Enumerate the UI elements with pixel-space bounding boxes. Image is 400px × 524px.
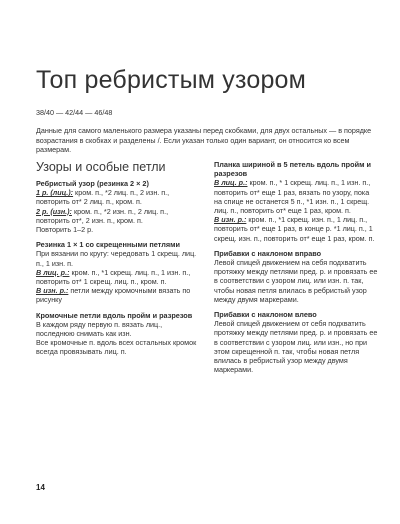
instruction-block: [214, 160, 379, 243]
instruction-block: [36, 179, 198, 234]
block-title: Прибавки с наклоном вправо: [214, 248, 322, 258]
row-text: петли между кромочными вязать по рисунку: [36, 286, 191, 305]
instruction-line: [36, 268, 198, 286]
page-number: 14: [36, 483, 45, 492]
row-text: Левой спицей движением на себя подхватить протяжку между петлями пред. р. и провязать ее в соответствии с узором лиц. или изн. п. так, чтобы новая петля влилась в ребристый узор между двумя маркерами.: [214, 258, 378, 304]
row-text: кром. п., *2 лиц. п., 2 изн. п., повторить от* 2 лиц. п., кром. п.: [36, 188, 170, 207]
block-title: Кромочные петли вдоль пройм и разрезов: [36, 310, 193, 320]
block-title: Планка шириной в 5 петель вдоль пройм и разрезов: [214, 160, 371, 179]
instruction-block: [214, 249, 379, 304]
right-column: [214, 160, 379, 380]
instruction-line: [36, 249, 198, 267]
row-label: В лиц. р.:: [36, 267, 70, 277]
instruction-line: [36, 188, 198, 206]
row-text: При вязании по кругу: чередовать 1 скрещ. лиц. п., 1 изн. п.: [36, 249, 197, 268]
row-text: кром. п., *2 изн. п., 2 лиц. п., повторить от*, 2 изн. п., кром. п.: [36, 206, 169, 225]
instruction-block: [214, 310, 379, 374]
block-title: Прибавки с наклоном влево: [214, 310, 317, 320]
instruction-block: [36, 311, 198, 357]
left-column: [36, 160, 198, 363]
block-title: Резинка 1 × 1 со скрещенными петлями: [36, 240, 181, 250]
row-text: Левой спицей движением от себя подхватить протяжку между петлями пред. р. и провязать ее в соответствии с узором лиц. или изн., но при этом скрещенной п. так, чтобы новая петля влилась в ребристый узор между двумя маркерами.: [214, 319, 378, 375]
block-title: Ребристый узор (резинка 2 × 2): [36, 179, 149, 188]
left-blocks: [36, 179, 198, 357]
row-text: Все кромочные п. вдоль всех остальных кромок всегда провязывать лиц. п.: [36, 338, 197, 357]
right-blocks: [214, 160, 379, 374]
size-range: 38/40 — 42/44 — 46/48: [36, 108, 113, 117]
instruction-line: [214, 258, 379, 304]
row-text: кром. п., *1 скрещ. лиц. п., 1 изн. п., повторить от* 1 скрещ. лиц. п., кром. п.: [36, 267, 191, 287]
instruction-line: [36, 207, 198, 225]
row-label: 1 р. (лиц.):: [36, 188, 74, 198]
instruction-line: [214, 178, 379, 215]
section-heading: Узоры и особые петли: [36, 160, 166, 174]
instruction-line: [36, 338, 198, 356]
row-label: В изн. р.:: [36, 286, 69, 296]
page-title: Топ ребристым узором: [36, 66, 307, 94]
instruction-line: [36, 286, 198, 304]
instruction-line: [214, 215, 379, 243]
instruction-line: [36, 320, 198, 338]
instruction-line: [36, 225, 198, 234]
row-label: 2 р. (изн.):: [36, 206, 72, 216]
row-text: кром. п., *1 скрещ. изн. п., 1 лиц. п., повторить от* еще 1 раз, в конце р. *1 лиц. п., 1 скрещ. изн. п., повторить от* еще 1 раз, кром. п.: [214, 215, 375, 243]
instruction-line: [214, 319, 379, 374]
row-text: Повторить 1–2 р.: [36, 225, 94, 235]
row-text: кром. п., * 1 скрещ. лиц. п., 1 изн. п., повторить от* еще 1 раз, вязать по узору, пока на спице не останется 5 п., *1 изн. п., 1 скрещ. лиц. п., повторить от* еще 1 раз, кром. п.: [214, 178, 371, 216]
row-text: В каждом ряду первую п. вязать лиц., последнюю снимать как изн.: [36, 319, 163, 339]
row-label: В изн. р.:: [214, 215, 247, 225]
instruction-block: [36, 240, 198, 304]
row-label: В лиц. р.:: [214, 178, 248, 188]
intro-paragraph: Данные для самого маленького размера указаны перед скобками, для двух остальных — в порядке возрастания в скобках и разделены /. Если указан только один вариант, он относится ко всем размерам.: [36, 126, 372, 155]
